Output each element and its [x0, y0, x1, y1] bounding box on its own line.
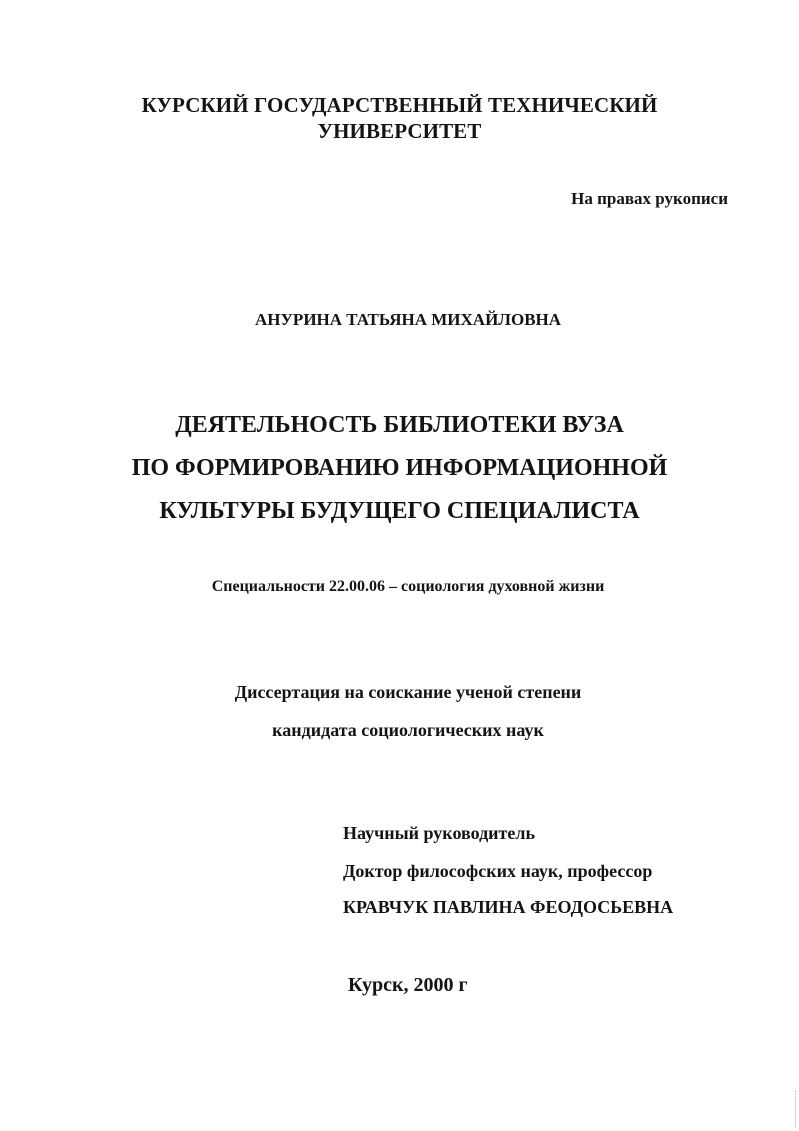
- supervisor-credentials: Доктор философских наук, профессор: [343, 861, 653, 881]
- university-name-line-2: УНИВЕРСИТЕТ: [317, 119, 482, 143]
- degree-line-1: Диссертация на соискание ученой степени: [234, 682, 582, 702]
- dissertation-title-line-3: КУЛЬТУРЫ БУДУЩЕГО СПЕЦИАЛИСТА: [159, 498, 640, 524]
- dissertation-title-line-2: ПО ФОРМИРОВАНИЮ ИНФОРМАЦИОННОЙ: [131, 455, 668, 481]
- degree-line-2: кандидата социологических наук: [272, 720, 544, 740]
- author-name: АНУРИНА ТАТЬЯНА МИХАЙЛОВНА: [254, 310, 562, 329]
- place-and-year: Курск, 2000 г: [348, 974, 468, 996]
- university-name-line-1: КУРСКИЙ ГОСУДАРСТВЕННЫЙ ТЕХНИЧЕСКИЙ: [141, 93, 658, 117]
- supervisor-role: Научный руководитель: [343, 823, 535, 843]
- scan-edge-artifact: [792, 1091, 796, 1127]
- manuscript-rights-note: На правах рукописи: [571, 189, 728, 208]
- specialty-code: Специальности 22.00.06 – социология духовной жизни: [211, 578, 605, 595]
- dissertation-title-line-1: ДЕЯТЕЛЬНОСТЬ БИБЛИОТЕКИ ВУЗА: [175, 412, 624, 438]
- supervisor-name: КРАВЧУК ПАВЛИНА ФЕОДОСЬЕВНА: [343, 897, 674, 917]
